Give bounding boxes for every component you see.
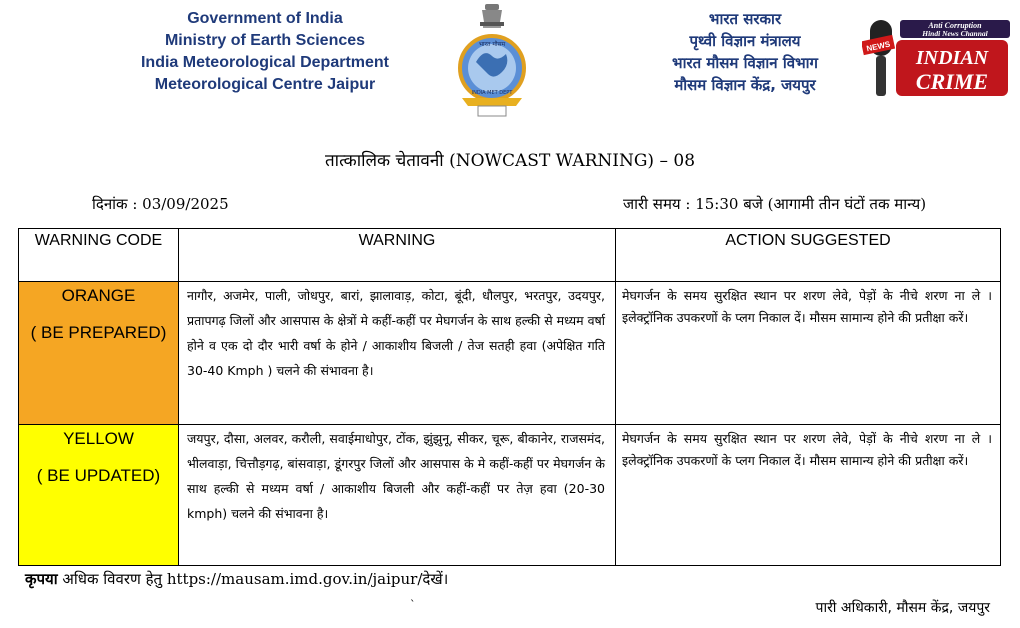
imd-emblem-icon: [452, 2, 532, 120]
header-english: [110, 8, 420, 96]
table-row-orange: [19, 282, 1001, 425]
signature: पारी अधिकारी, मौसम केंद्र, जयपुर: [815, 600, 990, 616]
logo-brand-1: INDIAN: [915, 47, 989, 69]
logo-tagline: Anti Corruption: [928, 21, 982, 30]
header-hi-line-2: पृथ्वी विज्ञान मंत्रालय: [689, 32, 801, 50]
header-action-suggested: ACTION SUGGESTED: [616, 229, 1001, 282]
header-hi-line-4: मौसम विज्ञान केंद्र, जयपुर: [674, 76, 816, 94]
warning-code-orange: [19, 282, 179, 425]
header-hindi: [630, 8, 860, 96]
footer-note: [25, 569, 448, 589]
header-warning: WARNING: [179, 229, 616, 282]
table-header-row: [19, 229, 1001, 282]
warning-level: YELLOW: [63, 429, 134, 448]
header-en-line-4: Meteorological Centre Jaipur: [154, 76, 376, 93]
warning-code-yellow: [19, 425, 179, 566]
svg-text:भारत मौसम: भारत मौसम: [478, 41, 506, 48]
indian-crime-logo: [862, 14, 1012, 102]
header-hi-line-3: भारत मौसम विज्ञान विभाग: [672, 54, 818, 72]
header-en-line-2: Ministry of Earth Sciences: [164, 32, 366, 49]
footer-text: अधिक विवरण हेतु https://mausam.imd.gov.in/jaipur/देखें।: [57, 570, 449, 588]
action-text-orange: मेघगर्जन के समय सुरक्षित स्थान पर शरण लेवे, पेड़ों के नीचे शरण ना ले । इलेक्ट्रॉनिक उपकरणों के प्लग निकाल दें। मौसम सामान्य होने की प्रतीक्षा करें।: [616, 282, 1001, 425]
table-row-yellow: [19, 425, 1001, 566]
header-en-line-1: Government of India: [187, 10, 343, 27]
footer-bold: कृपया: [25, 570, 58, 588]
logo-brand-2: CRIME: [915, 69, 989, 94]
action-text-yellow: मेघगर्जन के समय सुरक्षित स्थान पर शरण लेवे, पेड़ों के नीचे शरण ना ले । इलेक्ट्रॉनिक उपकरणों के प्लग निकाल दें। मौसम सामान्य होने की प्रतीक्षा करें।: [616, 425, 1001, 566]
warning-table: [18, 228, 1001, 566]
date-line: दिनांक : 03/09/2025: [92, 195, 229, 213]
issued-time-line: जारी समय : 15:30 बजे (आगामी तीन घंटों तक मान्य): [623, 195, 927, 213]
header-warning-code: WARNING CODE: [19, 229, 179, 282]
logo-news-text: NEWS: [865, 39, 891, 54]
document-title: तात्कालिक चेतावनी (NOWCAST WARNING) – 08: [324, 151, 696, 171]
stray-mark: `: [410, 598, 416, 611]
warning-action: ( BE PREPARED): [30, 323, 167, 342]
header-hi-line-1: भारत सरकार: [708, 10, 782, 28]
warning-action: ( BE UPDATED): [36, 466, 161, 485]
warning-level: ORANGE: [61, 286, 136, 305]
svg-text:INDIA MET DEPT: INDIA MET DEPT: [471, 90, 513, 96]
warning-text-yellow: जयपुर, दौसा, अलवर, करौली, सवाईमाधोपुर, टोंक, झुंझुनू, सीकर, चूरू, बीकानेर, राजसमंद, भीलवाड़ा, चित्तौड़गढ़, बांसवाड़ा, डूंगरपुर जिलों और आसपास के मे कहीं-कहीं पर मेघगर्जन के साथ हल्की से मध्यम वर्षा / आकाशीय बिजली और कहीं-कहीं पर तेज़ हवा (20-30 kmph) चलने की संभावना है।: [179, 425, 616, 566]
warning-text-orange: नागौर, अजमेर, पाली, जोधपुर, बारां, झालावाड़, कोटा, बूंदी, धौलपुर, भरतपुर, उदयपुर, प्रतापगढ़ जिलों और आसपास के क्षेत्रों मे कहीं-कहीं पर मेघगर्जन के साथ हल्की से मध्यम वर्षा होने व एक दो दौर भारी वर्षा के होने / आकाशीय बिजली / तेज सतही हवा (अपेक्षित गति 30-40 Kmph ) चलने की संभावना है।: [179, 282, 616, 425]
logo-tagline2: Hindi News Channal: [922, 29, 988, 38]
header-en-line-3: India Meteorological Department: [140, 54, 390, 71]
